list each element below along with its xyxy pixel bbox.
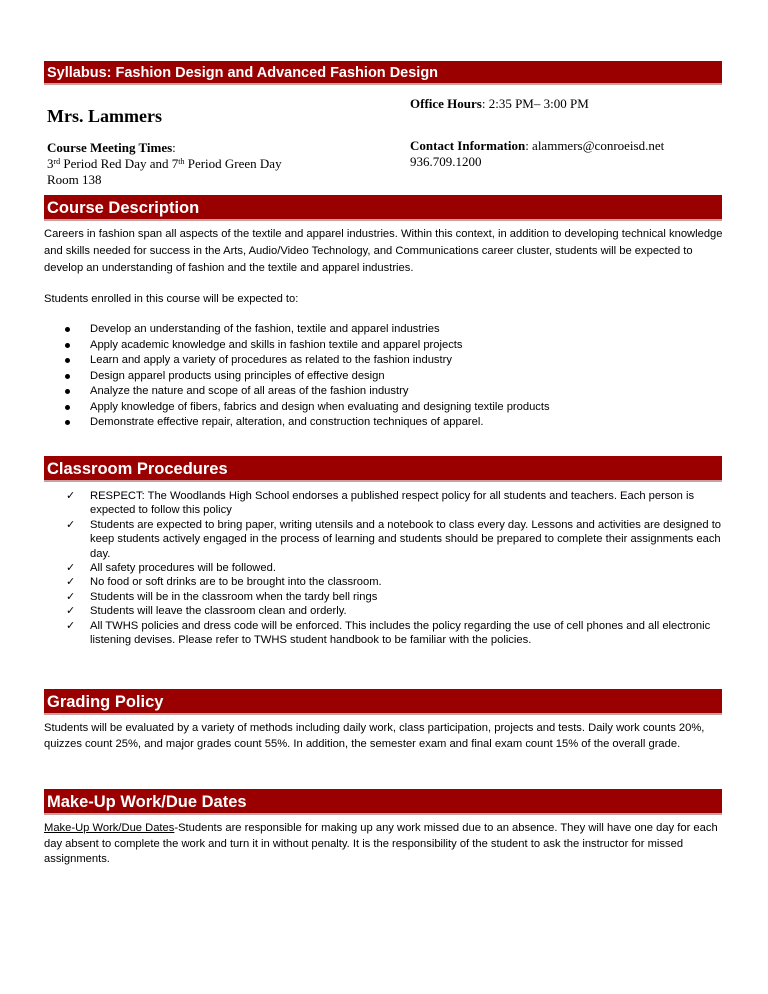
list-item [44, 518, 724, 561]
checkmark-icon: ✓ [66, 589, 76, 603]
classroom-procedures-list [44, 489, 724, 647]
list-item [44, 604, 724, 618]
course-expectations-intro: Students enrolled in this course will be expected to: [44, 293, 299, 305]
makeup-work-text [44, 821, 724, 868]
makeup-work-body: -Students are responsible for making up any work missed due to an absence. They will have one day for each day absent to complete the work and turn it in without penalty. It is the responsibility of the student to ask the instructor for missed assignments. [44, 822, 718, 865]
procedure-text: Students will be in the classroom when the tardy bell rings [90, 590, 378, 603]
procedure-text: All safety procedures will be followed. [90, 562, 276, 575]
checkmark-icon: ✓ [66, 561, 76, 575]
checkmark-icon: ✓ [66, 517, 76, 531]
syllabus-title-bar [44, 61, 722, 85]
period-a-num: 3 [47, 156, 54, 171]
course-meeting-times [47, 140, 282, 188]
office-label: Office Hours [410, 96, 482, 111]
list-item: Apply knowledge of fibers, fabrics and design when evaluating and designing textile products [44, 400, 550, 416]
grading-policy-heading: Grading Policy [47, 693, 164, 711]
period-b-text: Period Green Day [184, 156, 282, 171]
period-a-text: Period Red Day and 7 [60, 156, 179, 171]
classroom-procedures-heading: Classroom Procedures [47, 460, 228, 478]
office-value: : 2:35 PM– 3:00 PM [481, 96, 589, 111]
grading-policy-text: Students will be evaluated by a variety of methods including daily work, class participation, projects and tests. Daily work counts 20%, quizzes count 25%, and major grades count 55%. In addition, the semester exam and final exam count 15% of the overall grade. [44, 722, 705, 750]
list-item: Develop an understanding of the fashion, textile and apparel industries [44, 322, 550, 338]
contact-phone: 936.709.1200 [410, 154, 482, 169]
list-item: Demonstrate effective repair, alteration, and construction techniques of apparel. [44, 415, 550, 431]
procedure-text: No food or soft drinks are to be brought into the classroom. [90, 576, 382, 589]
list-item: Learn and apply a variety of procedures as related to the fashion industry [44, 353, 550, 369]
list-item [44, 489, 724, 518]
procedure-text: Students will leave the classroom clean and orderly. [90, 605, 347, 618]
checkmark-icon: ✓ [66, 575, 76, 589]
procedure-text: RESPECT: The Woodlands High School endorses a published respect policy for all students and teachers. Each person is expected to follow this policy [90, 490, 695, 517]
syllabus-title: Syllabus: Fashion Design and Advanced Fashion Design [47, 65, 439, 81]
contact-email: : alammers@conroeisd.net [525, 138, 665, 153]
procedure-text: Students are expected to bring paper, writing utensils and a notebook to class every day. Lessons and activities are designed to keep students actively engaged in the process of learning and students should be prepared to complete their assignments each day. [90, 518, 722, 560]
list-item: Analyze the nature and scope of all areas of the fashion industry [44, 384, 550, 400]
contact-information [410, 138, 664, 170]
period-b-sup: th [178, 157, 185, 166]
list-item: Design apparel products using principles of effective design [44, 369, 550, 385]
makeup-work-bar [44, 789, 722, 815]
checkmark-icon: ✓ [66, 618, 76, 632]
list-item [44, 619, 724, 648]
checkmark-icon: ✓ [66, 489, 76, 502]
course-description-heading: Course Description [47, 199, 200, 217]
list-item [44, 561, 724, 575]
list-item [44, 590, 724, 604]
makeup-work-lead: Make-Up Work/Due Dates [44, 822, 175, 834]
teacher-name: Mrs. Lammers [47, 106, 162, 126]
course-expectations-list [44, 322, 550, 431]
contact-label: Contact Information [410, 138, 526, 153]
period-a-sup: rd [53, 157, 61, 166]
meeting-label: Course Meeting Times [47, 140, 173, 155]
grading-policy-bar [44, 689, 722, 715]
procedure-text: All TWHS policies and dress code will be enforced. This includes the policy regarding the use of cell phones and all electronic listening devises. Please refer to TWHS student handbook to be familiar with the policies. [90, 619, 711, 647]
makeup-work-heading: Make-Up Work/Due Dates [47, 793, 247, 811]
course-description-text: Careers in fashion span all aspects of the textile and apparel industries. Within this context, in addition to developing technical knowledge and skills needed for success in the Arts, Audio/Video Technology, and Communications career cluster, students will be expected to develop an understanding of fashion and the textile and apparel industries. [44, 228, 723, 274]
classroom-procedures-bar [44, 456, 722, 482]
room-number: Room 138 [47, 172, 102, 187]
checkmark-icon: ✓ [66, 604, 76, 618]
list-item: Apply academic knowledge and skills in fashion textile and apparel projects [44, 338, 550, 354]
list-item [44, 575, 724, 589]
course-description-bar [44, 195, 722, 221]
meeting-colon: : [172, 140, 176, 155]
office-hours [410, 96, 589, 112]
